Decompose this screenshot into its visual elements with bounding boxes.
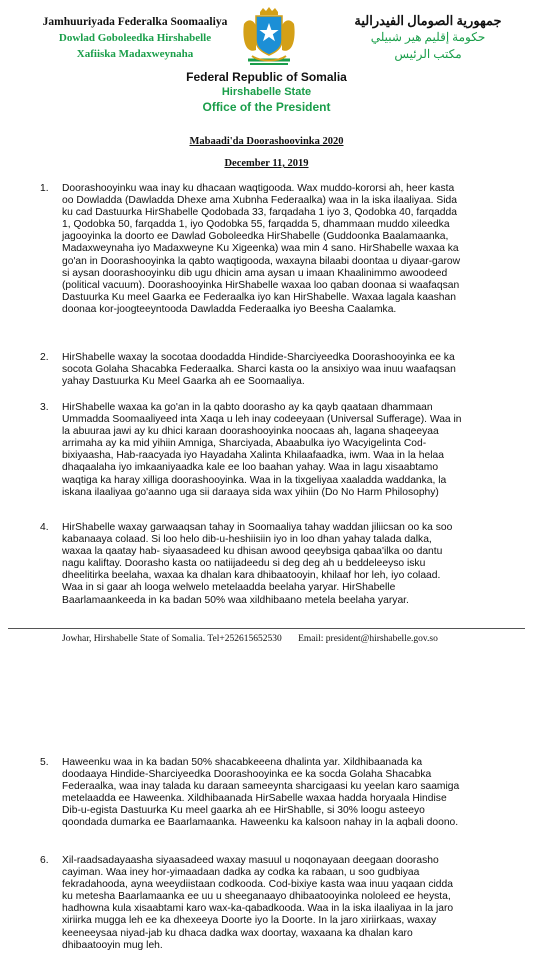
header-left-line2: Dowlad Goboleedka Hirshabelle	[58, 32, 212, 44]
header-left-line1: Jamhuuriyada Federalka Soomaaliya	[42, 16, 228, 28]
list-item-number: 1.	[40, 183, 49, 194]
list-item	[40, 757, 462, 830]
list-item-number: 2.	[40, 352, 49, 363]
header-center-line2: Hirshabelle State	[221, 86, 312, 98]
list-item-text: Doorashooyinku waa inay ku dhacaan waqtigooda. Wax muddo-kororsi ah, heer kasta oo Dowladda (Dawladda Dhexe ama Xubnha Federaalka) waa in la iska ilaaliyaa. Sida ku cad Dastuurka HirShabelle Qodobada 33, farqadaha 1 iyo 3, Qodobka 40, farqadda 1, Qodobka 50, farqadda 1, iyo Qodobka 55, farqadda 5, dhammaan muddo xileedka jagooyinka la doorto ee Dawlad Goboleedka HirShabelle (Guddoonka Baalamaanka, Madaxweynaha iyo Madaxweyne Ku Xigeenka) waa min 4 sano. HirShabelle waxaa ka go'an in Doorashooyinka la qabto waqtigooda, waxayna bilaabi doontaa u diyaar-garow si aysan doorashooyinku dib ugu dhicin ama aysan u imaan Khaalinimmo awoodeed (political vacuum). Doorashooyinka HirShabelle waxaa loo qaban doonaa si waafaqsan Dastuurka Ku meel Gaarka ee Federaalka iyo kan HirShabelle. Waxaa lagala kaashan doonaa kor-joogteeyntooda Dawladda Federaalka iyo Beesha Caalamka.	[62, 183, 461, 315]
document-title: Mabaadi'da Doorashoovinka 2020	[189, 136, 344, 147]
list-item	[40, 522, 462, 607]
list-item-text: HirShabelle waxaa ka go'an in la qabto doorasho ay ka qayb qaataan dhammaan Ummadda Soomaaliyeed inta Xaqa u leh inay codeeyaan (Universal Sufferage). Waa in la abuuraa jawi ay ku dhici karaan doorashooyinka noocaas ah, lagana shaqeeyaa arrimaha ay ka mid yihiin Amniga, Sharciyada, Abaabulka iyo Wacyigelinta Cod-bixiyaasha, Hab-raacyada iyo Hayadaha Xalinta Khilaafaadka, iwm. Waa in la helaa dhaqaalaha iyo imkaaniyaadka kale ee loo baahan yahay. Waa in lagu xisaabtamo waqtiga ka haray xilliga doorashooyinka. Waa in la tixgeliyaa xaaladda waddanka, la iskana ilaaliyaa go'aanno uga sii daraaya sida wax yihiin (Do No Harm Philosophy)	[62, 402, 462, 498]
list-item-number: 5.	[40, 757, 49, 768]
header-right-line2: حكومة إقليم هير شبيلي	[370, 30, 486, 44]
header-left-block	[35, 14, 235, 62]
list-item-number: 3.	[40, 402, 49, 413]
list-item-text: HirShabelle waxay garwaaqsan tahay in Soomaaliya tahay waddan jiliicsan oo ka soo kabanaaya colaad. Si loo helo dib-u-heshiisiin iyo in loo dhan yahay talada dalka, waxaa la qaatay hab- siyaasadeed ku dhisan awood qeeybsiga qabaa'ilka oo dantu nagu kaliftay. Doorasho kasta oo natiijadeedu si deg deg ah u beddeleeyso isku dheelitirka beelaha, waxaa ka dhalan kara dhibaatooyin, khilaaf hor leh, iyo colaad. Waa in si gaar ah looga welwelo metelaadda beelaha yaryar. HirShabelle Baarlamaankeeda in ka badan 50% waa xildhibaano metela beelaha yaryar.	[62, 522, 453, 606]
list-item-number: 6.	[40, 855, 49, 866]
list-item-text: Haweenku waa in ka badan 50% shacabkeeena dhalinta yar. Xildhibaanada ka doodaaya Hindide-Sharciyeedka Doorashooyinka ee ka socda Golaha Shacabka Federaalka, waa inay talada ku daraan sameeynta sharcigaasi ku yeelan karo saamiga metelaadda ee Haweenka. Xildhibaanada HirSabelle waxaa hadda horyaala Hindise Dib-u-egista Dastuurka Ku meel gaarka ah ee HirShablle, si 30% loogu asteeyo qoondada dumarka ee Baarlamaanka. Haweenku ka kalsoon nahay in la aqbali doono.	[62, 757, 460, 829]
header-center-line1: Federal Republic of Somalia	[186, 70, 347, 84]
header-center-block	[130, 70, 403, 115]
list-item	[40, 352, 462, 388]
header-right-block	[353, 12, 503, 63]
somalia-coat-of-arms-icon	[238, 6, 300, 68]
header-center-line3: Office of the President	[202, 100, 331, 114]
header-right-line3: مكتب الرئيس	[394, 47, 462, 61]
list-item-text: Xil-raadsadayaasha siyaasadeed waxay masuul u noqonayaan deegaan doorasho cayiman. Waa iney hor-yimaadaan dadka ay codka ka rabaan, u soo gudbiyaa fekradahooda, ayna weeydiistaan codkooda. Cod-bixiye kasta waa inuu yaqaan cidda ku metesha Baarlamaanka ee uu u sheeganaayo dhibaatooyinka nololeed ee heysta, hadhowna kula xisaabtami karo wax-ka-qabadkooda. Waa in la iska ilaaliyaa in la jaro xiriirka mugga leh ee ka dhexeeya Doorte iyo la Doorte. In la jaro xiriirkaas, waxay keeneeysaa niyad-jab ku dhaca dadka wax doortay, waxaana ka dhalan karo dhibaatooyin mug leh.	[62, 855, 454, 951]
header-left-line3: Xafiiska Madaxweynaha	[76, 48, 194, 60]
header-right-line1: جمهورية الصومال الفيدرالية	[354, 13, 502, 28]
page-footer	[62, 634, 482, 644]
footer-divider	[8, 628, 525, 629]
list-item-number: 4.	[40, 522, 49, 533]
list-item-text: HirShabelle waxay la socotaa doodadda Hindide-Sharciyeedka Doorashooyinka ee ka socota Golaha Shacabka Federaalka. Sharci kasta oo la ansixiyo waa inuu waafaqsan yahay Dastuurka Ku Meel Gaarka ah ee Soomaaliya.	[62, 352, 456, 388]
document-date: December 11, 2019	[224, 158, 309, 169]
footer-email: Email: president@hirshabelle.gov.so	[298, 634, 438, 644]
list-item	[40, 183, 462, 316]
list-item	[40, 855, 462, 952]
footer-address: Jowhar, Hirshabelle State of Somalia. Tel+252615652530	[62, 634, 282, 644]
list-item	[40, 402, 462, 499]
